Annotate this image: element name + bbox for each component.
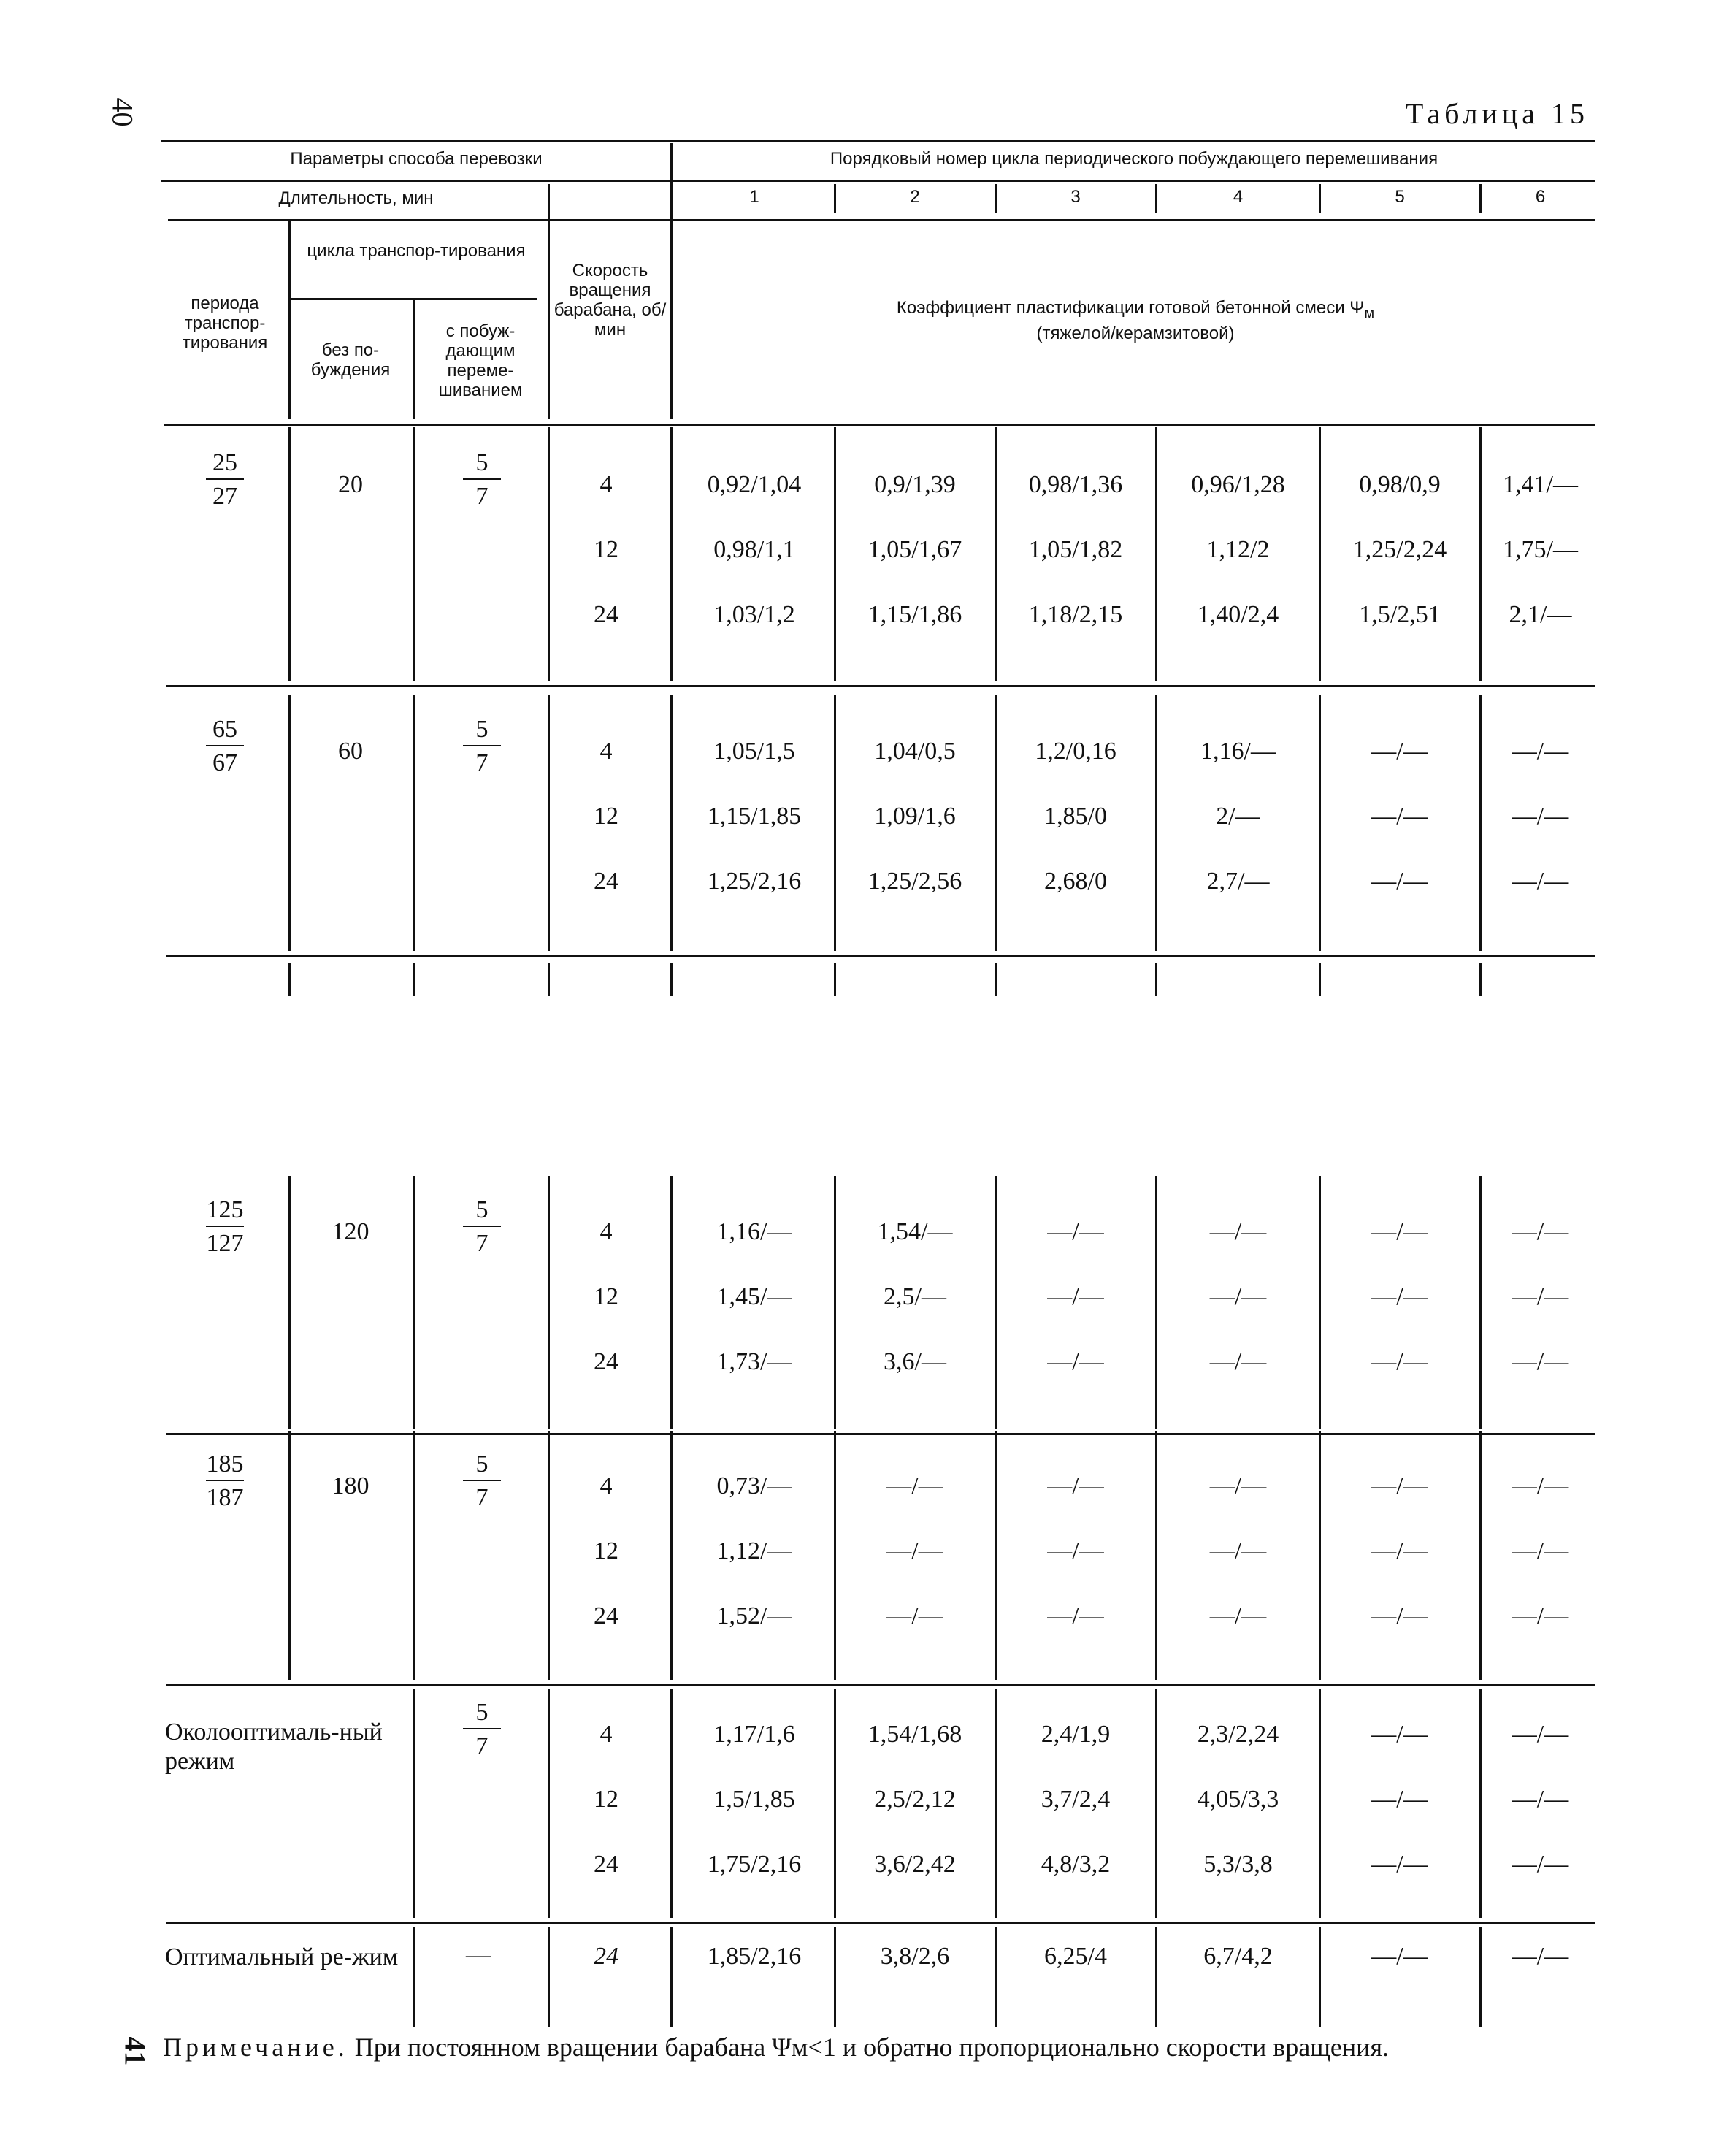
- rule: [288, 1431, 291, 1680]
- value-cell: 2,7/—: [1206, 868, 1270, 895]
- rule: [834, 1689, 836, 1918]
- value-cell: 1,85/2,16: [707, 1943, 802, 1970]
- value-cell: —/—: [1371, 1472, 1428, 1499]
- value-cell: —/—: [1371, 868, 1428, 895]
- speed-cell: 12: [594, 1537, 618, 1564]
- rule: [1319, 427, 1321, 681]
- value-cell: 2,1/—: [1509, 601, 1572, 628]
- rule: [670, 427, 673, 681]
- with-fraction-denominator: 7: [475, 1230, 489, 1257]
- value-cell: 1,85/0: [1044, 803, 1107, 830]
- rule: [413, 1927, 415, 2027]
- rule: [1155, 184, 1157, 213]
- value-cell: 1,16/—: [1200, 738, 1276, 765]
- value-cell: —/—: [1512, 1943, 1569, 1970]
- rule: [1155, 963, 1157, 996]
- with-fraction-numerator: 5: [475, 1450, 489, 1478]
- near-optimal-fraction-numerator: 5: [475, 1699, 489, 1726]
- value-cell: —/—: [1512, 1786, 1569, 1813]
- value-cell: —/—: [1512, 1602, 1569, 1629]
- rule: [166, 955, 1595, 957]
- value-cell: —/—: [886, 1472, 943, 1499]
- value-cell: 1,25/2,16: [707, 868, 802, 895]
- value-cell: 1,17/1,6: [713, 1721, 795, 1748]
- without-cell: 180: [332, 1472, 369, 1499]
- rule: [1155, 1689, 1157, 1918]
- with-fraction-denominator: 7: [475, 483, 489, 510]
- rule: [288, 695, 291, 951]
- optimal-with-cell: —: [466, 1941, 491, 1968]
- value-cell: 1,40/2,4: [1197, 601, 1279, 628]
- rule: [548, 1927, 550, 2027]
- value-cell: 1,04/0,5: [874, 738, 956, 765]
- rule: [1319, 1176, 1321, 1429]
- rule: [166, 685, 1595, 687]
- with-fraction-bar: [463, 1226, 501, 1227]
- with-fraction-numerator: 5: [475, 449, 489, 476]
- rule: [670, 963, 673, 996]
- rule: [161, 180, 1595, 182]
- rule: [413, 299, 415, 419]
- rule: [834, 963, 836, 996]
- value-cell: —/—: [1371, 738, 1428, 765]
- rule: [834, 1431, 836, 1680]
- header-coefficient: [679, 298, 1592, 343]
- period-fraction-denominator: 67: [212, 749, 237, 776]
- with-fraction: [453, 1452, 511, 1510]
- rule: [1319, 963, 1321, 996]
- rule: [1479, 184, 1482, 213]
- cycle-number-6: 6: [1535, 187, 1546, 207]
- value-cell: —/—: [1047, 1283, 1104, 1310]
- value-cell: 0,92/1,04: [707, 471, 802, 498]
- value-cell: —/—: [1047, 1537, 1104, 1564]
- rule: [1319, 1927, 1321, 2027]
- near-optimal-fraction-denominator: 7: [475, 1732, 489, 1759]
- footnote-text: При постоянном вращении барабана Ψм<1 и обратно пропорционально скорости вращения.: [354, 2033, 1390, 2062]
- value-cell: 1,41/—: [1503, 471, 1578, 498]
- value-cell: —/—: [1371, 803, 1428, 830]
- period-fraction-numerator: 65: [212, 716, 237, 743]
- value-cell: 1,25/2,24: [1352, 536, 1447, 563]
- with-fraction-numerator: 5: [475, 1196, 489, 1223]
- value-cell: 4,05/3,3: [1197, 1786, 1279, 1813]
- rule: [288, 1176, 291, 1429]
- rule: [670, 1431, 673, 1680]
- header-period: периода транспор-тирования: [182, 294, 268, 353]
- rule: [548, 963, 550, 996]
- rule: [1479, 963, 1482, 996]
- rule: [1319, 695, 1321, 951]
- footnote-lead: Примечание.: [163, 2033, 348, 2062]
- value-cell: 1,16/—: [716, 1218, 792, 1245]
- table-title: Таблица 15: [1405, 97, 1589, 130]
- value-cell: 0,98/1,36: [1028, 471, 1123, 498]
- coefficient-subscript: м: [1364, 305, 1375, 321]
- rule: [1155, 1176, 1157, 1429]
- value-cell: —/—: [1371, 1218, 1428, 1245]
- header-params: Параметры способа перевозки: [290, 149, 543, 169]
- cycle-number-2: 2: [910, 187, 920, 207]
- rule: [166, 1684, 1595, 1686]
- period-fraction-bar: [206, 745, 244, 746]
- speed-cell: 12: [594, 1786, 618, 1813]
- value-cell: 2,5/—: [884, 1283, 946, 1310]
- page-number-top: 40: [106, 97, 139, 127]
- without-cell: 20: [338, 471, 363, 498]
- value-cell: 0,98/1,1: [713, 536, 795, 563]
- value-cell: 1,25/2,56: [867, 868, 962, 895]
- value-cell: 3,6/—: [884, 1348, 946, 1375]
- value-cell: 5,3/3,8: [1203, 1851, 1273, 1878]
- rule: [1319, 1431, 1321, 1680]
- rule: [995, 695, 997, 951]
- rule: [1155, 427, 1157, 681]
- rule: [1479, 427, 1482, 681]
- with-fraction-bar: [463, 1480, 501, 1481]
- value-cell: 0,96/1,28: [1191, 471, 1285, 498]
- rule: [995, 1689, 997, 1918]
- value-cell: 1,5/1,85: [713, 1786, 795, 1813]
- rule: [670, 695, 673, 951]
- value-cell: —/—: [1512, 1348, 1569, 1375]
- rule: [995, 1431, 997, 1680]
- rule: [413, 427, 415, 681]
- without-cell: 60: [338, 738, 363, 765]
- period-fraction: [196, 451, 254, 509]
- header-speed: Скорость вращения барабана, об/мин: [553, 261, 667, 340]
- value-cell: —/—: [1047, 1218, 1104, 1245]
- value-cell: 1,15/1,86: [867, 601, 962, 628]
- speed-cell: 24: [594, 868, 618, 895]
- value-cell: —/—: [1512, 738, 1569, 765]
- value-cell: —/—: [1371, 1943, 1428, 1970]
- value-cell: —/—: [1371, 1786, 1428, 1813]
- value-cell: —/—: [1209, 1602, 1267, 1629]
- value-cell: 1,45/—: [716, 1283, 792, 1310]
- value-cell: —/—: [1209, 1348, 1267, 1375]
- value-cell: —/—: [886, 1537, 943, 1564]
- rule: [670, 1689, 673, 1918]
- rule: [1155, 1927, 1157, 2027]
- speed-cell: 4: [599, 471, 613, 498]
- period-fraction-numerator: 125: [206, 1196, 244, 1223]
- period-fraction-denominator: 127: [206, 1230, 244, 1257]
- rule: [1479, 1689, 1482, 1918]
- with-fraction-numerator: 5: [475, 716, 489, 743]
- value-cell: —/—: [1512, 1218, 1569, 1245]
- with-fraction: [453, 717, 511, 776]
- value-cell: 1,73/—: [716, 1348, 792, 1375]
- value-cell: 1,03/1,2: [713, 601, 795, 628]
- rule: [834, 427, 836, 681]
- value-cell: 2,5/2,12: [874, 1786, 956, 1813]
- cycle-number-1: 1: [749, 187, 759, 207]
- with-fraction-bar: [463, 478, 501, 480]
- value-cell: —/—: [1371, 1537, 1428, 1564]
- value-cell: 2,3/2,24: [1197, 1721, 1279, 1748]
- near-optimal-fraction: [453, 1700, 511, 1759]
- coefficient-label: Коэффициент пластификации готовой бетонной смеси Ψ: [896, 298, 1365, 318]
- rule: [995, 427, 997, 681]
- value-cell: 1,75/—: [1503, 536, 1578, 563]
- speed-cell: 4: [599, 1218, 613, 1245]
- value-cell: 1,54/—: [877, 1218, 953, 1245]
- value-cell: —/—: [1512, 803, 1569, 830]
- value-cell: 2/—: [1216, 803, 1260, 830]
- value-cell: 1,09/1,6: [874, 803, 956, 830]
- rule: [834, 695, 836, 951]
- value-cell: 1,05/1,82: [1028, 536, 1123, 563]
- period-fraction-numerator: 185: [206, 1450, 244, 1478]
- rule: [164, 424, 1595, 426]
- value-cell: —/—: [1209, 1472, 1267, 1499]
- speed-cell: 4: [599, 738, 613, 765]
- rule: [670, 143, 673, 419]
- period-fraction: [196, 1198, 254, 1256]
- rule: [413, 1176, 415, 1429]
- page-number-bottom: 41: [118, 2036, 152, 2066]
- value-cell: 3,8/2,6: [880, 1943, 950, 1970]
- value-cell: 4,8/3,2: [1041, 1851, 1111, 1878]
- speed-cell: 24: [594, 1348, 618, 1375]
- speed-cell: 24: [594, 1602, 618, 1629]
- with-fraction-denominator: 7: [475, 749, 489, 776]
- rule: [1479, 1176, 1482, 1429]
- value-cell: —/—: [1371, 1348, 1428, 1375]
- value-cell: —/—: [1371, 1283, 1428, 1310]
- period-fraction-bar: [206, 1226, 244, 1227]
- speed-cell: 12: [594, 536, 618, 563]
- header-cycle: цикла транспор-тирования: [307, 241, 526, 261]
- value-cell: 1,12/—: [716, 1537, 792, 1564]
- rule: [670, 1927, 673, 2027]
- value-cell: —/—: [1371, 1851, 1428, 1878]
- value-cell: —/—: [1047, 1348, 1104, 1375]
- value-cell: 2,4/1,9: [1041, 1721, 1111, 1748]
- value-cell: 1,5/2,51: [1359, 601, 1441, 628]
- value-cell: 3,6/2,42: [874, 1851, 956, 1878]
- value-cell: —/—: [1512, 1721, 1569, 1748]
- rule: [413, 1689, 415, 1918]
- cycle-number-5: 5: [1395, 187, 1405, 207]
- value-cell: —/—: [1512, 868, 1569, 895]
- header-with: с побуж-дающим переме-шиванием: [438, 321, 523, 400]
- near-optimal-fraction-bar: [463, 1728, 501, 1729]
- value-cell: 2,68/0: [1044, 868, 1107, 895]
- period-fraction: [196, 717, 254, 776]
- rule: [548, 184, 550, 419]
- value-cell: 6,7/4,2: [1203, 1943, 1273, 1970]
- value-cell: 1,05/1,67: [867, 536, 962, 563]
- value-cell: 0,9/1,39: [874, 471, 956, 498]
- rule: [168, 219, 1595, 221]
- value-cell: —/—: [886, 1602, 943, 1629]
- rule: [413, 1431, 415, 1680]
- period-fraction-numerator: 25: [212, 449, 237, 476]
- rule: [413, 963, 415, 996]
- value-cell: —/—: [1371, 1602, 1428, 1629]
- speed-cell: 24: [594, 601, 618, 628]
- speed-cell: 4: [599, 1721, 613, 1748]
- rule: [670, 1176, 673, 1429]
- value-cell: 3,7/2,4: [1041, 1786, 1111, 1813]
- value-cell: —/—: [1512, 1537, 1569, 1564]
- rule: [995, 1176, 997, 1429]
- value-cell: 1,54/1,68: [867, 1721, 962, 1748]
- rule: [1479, 1431, 1482, 1680]
- rule: [1319, 1689, 1321, 1918]
- speed-cell: 24: [594, 1851, 618, 1878]
- value-cell: —/—: [1047, 1472, 1104, 1499]
- with-fraction: [453, 1198, 511, 1256]
- rule: [995, 1927, 997, 2027]
- without-cell: 120: [332, 1218, 369, 1245]
- header-cycle-number: Порядковый номер цикла периодического побуждающего перемешивания: [830, 149, 1438, 169]
- value-cell: 1,2/0,16: [1035, 738, 1116, 765]
- period-fraction-denominator: 187: [206, 1484, 244, 1511]
- rule: [288, 427, 291, 681]
- rule: [834, 1176, 836, 1429]
- rule: [1479, 1927, 1482, 2027]
- value-cell: —/—: [1209, 1537, 1267, 1564]
- value-cell: —/—: [1047, 1602, 1104, 1629]
- value-cell: 1,75/2,16: [707, 1851, 802, 1878]
- value-cell: 1,15/1,85: [707, 803, 802, 830]
- value-cell: 1,18/2,15: [1028, 601, 1123, 628]
- speed-cell: 4: [599, 1472, 613, 1499]
- rule: [1155, 1431, 1157, 1680]
- value-cell: 0,98/0,9: [1359, 471, 1441, 498]
- rule: [995, 184, 997, 213]
- value-cell: 0,73/—: [716, 1472, 792, 1499]
- rule: [161, 140, 1595, 142]
- optimal-label: Оптимальный ре-жим: [165, 1943, 399, 1970]
- value-cell: —/—: [1512, 1851, 1569, 1878]
- footnote: [163, 2032, 1389, 2063]
- value-cell: —/—: [1209, 1218, 1267, 1245]
- value-cell: —/—: [1512, 1283, 1569, 1310]
- header-duration: Длительность, мин: [278, 188, 434, 208]
- with-fraction: [453, 451, 511, 509]
- rule: [166, 1433, 1595, 1435]
- speed-cell: 12: [594, 803, 618, 830]
- coefficient-sublabel: (тяжелой/керамзитовой): [1036, 323, 1235, 343]
- with-fraction-bar: [463, 745, 501, 746]
- period-fraction: [196, 1452, 254, 1510]
- period-fraction-bar: [206, 1480, 244, 1481]
- rule: [166, 1922, 1595, 1924]
- period-fraction-bar: [206, 478, 244, 480]
- rule: [288, 963, 291, 996]
- rule: [1319, 184, 1321, 213]
- value-cell: 6,25/4: [1044, 1943, 1107, 1970]
- value-cell: —/—: [1512, 1472, 1569, 1499]
- rule: [1155, 695, 1157, 951]
- rule: [834, 1927, 836, 2027]
- rule: [1479, 695, 1482, 951]
- near-optimal-label: Околооптималь-ный режим: [165, 1719, 383, 1775]
- rule: [413, 695, 415, 951]
- cycle-number-4: 4: [1233, 187, 1244, 207]
- value-cell: —/—: [1209, 1283, 1267, 1310]
- value-cell: 1,12/2: [1206, 536, 1270, 563]
- rule: [834, 184, 836, 213]
- value-cell: —/—: [1371, 1721, 1428, 1748]
- optimal-speed-cell: 24: [594, 1943, 618, 1970]
- header-without: без по-буждения: [310, 340, 391, 380]
- value-cell: 1,52/—: [716, 1602, 792, 1629]
- speed-cell: 12: [594, 1283, 618, 1310]
- rule: [288, 221, 291, 419]
- rule: [995, 963, 997, 996]
- period-fraction-denominator: 27: [212, 483, 237, 510]
- with-fraction-denominator: 7: [475, 1484, 489, 1511]
- value-cell: 1,05/1,5: [713, 738, 795, 765]
- cycle-number-3: 3: [1070, 187, 1081, 207]
